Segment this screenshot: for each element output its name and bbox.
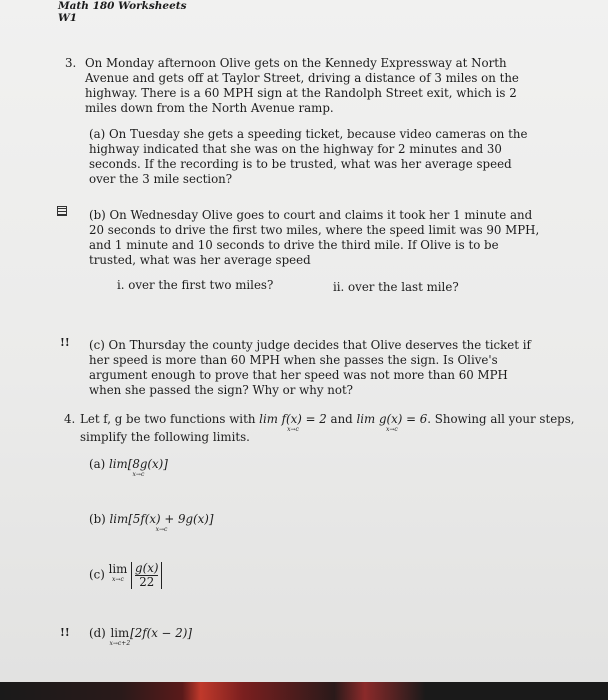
problem-4b-label: (b) (89, 512, 106, 526)
limit-g-sub: x→c (385, 426, 398, 433)
problem-4d (89, 626, 192, 647)
problem-3b-ii: ii. over the last mile? (333, 280, 459, 294)
problem-3b: (b) On Wednesday Olive goes to court and claims it took her 1 minute and 20 seconds to drive the first two miles, where the speed limit was 90 MPH, and 1 minute and 10 seconds to drive the third mile. If Olive is to be trusted, what was her average speed (89, 208, 540, 267)
page-header (58, 0, 187, 24)
limit-f-sub: x→c (287, 426, 299, 433)
problem-4a (89, 457, 168, 478)
problem-4b-sub: x→c (155, 526, 168, 533)
problem-4d-sub: x→c+2 (109, 640, 131, 647)
problem-4d-expr: [2f(x − 2)] (130, 626, 192, 640)
problem-4a-expr: lim[8g(x)] (109, 457, 168, 471)
problem-4c-label: (c) (89, 567, 105, 582)
limit-g (356, 412, 427, 433)
problem-4-intro-line2: simplify the following limits. (80, 430, 250, 444)
limit-f (259, 412, 327, 433)
problem-4b (89, 512, 213, 533)
limit-f-expr: lim f(x) = 2 (259, 412, 327, 426)
problem-3c-mark: !! (60, 336, 70, 349)
problem-4c-sub: x→c (112, 576, 124, 583)
problem-4c-limit (109, 562, 128, 583)
problem-4-intro-end: . Showing all your steps, (427, 412, 575, 426)
problem-4a-sub: x→c (132, 471, 145, 478)
problem-4d-mark: !! (60, 626, 70, 639)
problem-4b-limit (110, 512, 214, 533)
problem-3a: (a) On Tuesday she gets a speeding ticket, because video cameras on the highway indicated that she was on the highway for 2 minutes and 30 seconds. If the recording is to be trusted, what was her average speed over the 3 mile section? (89, 127, 528, 186)
problem-4-number: 4. (64, 412, 76, 426)
problem-4b-expr: lim[5f(x) + 9g(x)] (109, 512, 214, 526)
problem-4c (89, 562, 162, 589)
problem-4-and: and (326, 412, 357, 426)
problem-4-intro-start: Let f, g be two functions with (80, 412, 260, 426)
problem-4d-lim: lim (110, 626, 130, 640)
problem-4a-limit (109, 457, 168, 478)
problem-4c-fraction (131, 562, 162, 589)
problem-3-intro: On Monday afternoon Olive gets on the Kennedy Expressway at North Avenue and gets off at Taylor Street, driving a distance of 3 miles on the highway. There is a 60 MPH sign at the Randolph Street exit, which is 2 miles down from the North Avenue ramp. (85, 56, 519, 115)
notepad-icon (57, 206, 67, 216)
problem-4c-lim: lim (108, 562, 128, 576)
problem-4a-label: (a) (89, 457, 106, 471)
problem-3b-i: i. over the first two miles? (117, 278, 274, 292)
course-title: Math 180 Worksheets (58, 0, 187, 12)
problem-3-number: 3. (65, 56, 77, 70)
problem-4d-label: (d) (89, 626, 106, 640)
problem-4c-numerator: g(x) (135, 561, 159, 575)
problem-4c-denominator: 22 (139, 575, 155, 589)
problem-3c: (c) On Thursday the county judge decides that Olive deserves the ticket if her speed is more than 60 MPH when she passes the sign. Is Olive's argument enough to prove that her speed was not more than 60 MPH when she passed the sign? Why or why not? (89, 338, 531, 397)
limit-g-expr: lim g(x) = 6 (356, 412, 428, 426)
problem-4d-limit (110, 626, 131, 647)
sheet-id: W1 (58, 12, 78, 24)
background-strip (0, 682, 608, 700)
